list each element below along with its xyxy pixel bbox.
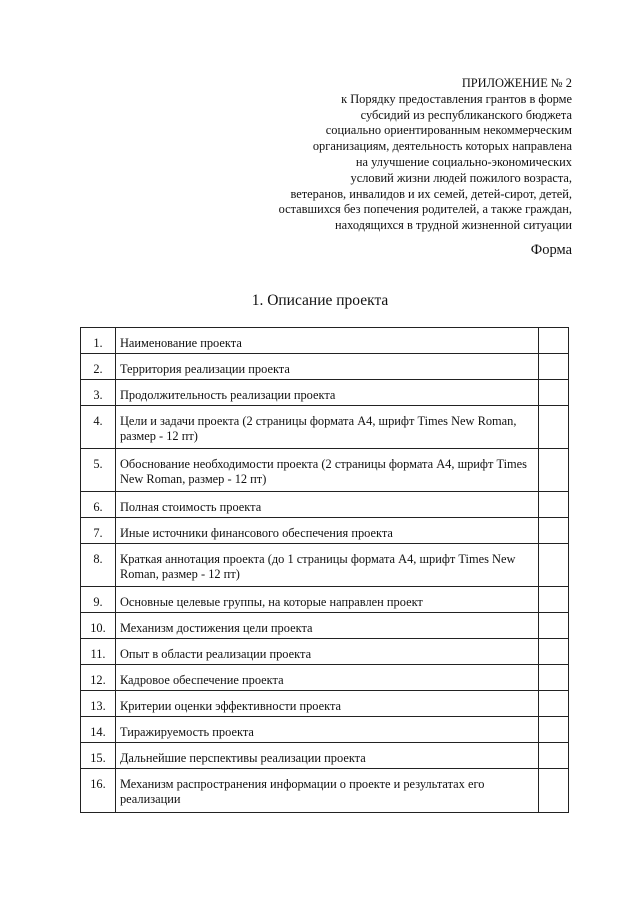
row-label: Наименование проекта bbox=[119, 336, 242, 350]
row-value-cell[interactable] bbox=[539, 406, 569, 449]
appendix-line: организациям, деятельность которых направлена bbox=[312, 139, 572, 154]
table-row bbox=[81, 743, 569, 769]
row-label: Продолжительность реализации проекта bbox=[119, 388, 336, 402]
row-label: Иные источники финансового обеспечения проекта bbox=[119, 526, 393, 540]
table-row bbox=[81, 449, 569, 492]
row-number: 7. bbox=[93, 526, 103, 540]
table-body bbox=[81, 328, 569, 813]
row-number: 6. bbox=[93, 500, 103, 514]
row-number: 12. bbox=[90, 673, 106, 687]
row-label-cell bbox=[115, 769, 538, 813]
row-value-cell[interactable] bbox=[539, 691, 569, 717]
row-label-cell bbox=[115, 743, 538, 769]
appendix-line: социально ориентированным некоммерческим bbox=[325, 123, 572, 138]
appendix-line: субсидий из республиканского бюджета bbox=[360, 107, 572, 122]
table-row bbox=[81, 328, 569, 354]
table-row bbox=[81, 544, 569, 587]
row-number-cell bbox=[81, 492, 116, 518]
row-label-cell bbox=[115, 665, 538, 691]
table-row bbox=[81, 691, 569, 717]
row-number: 13. bbox=[90, 699, 106, 713]
row-value-cell[interactable] bbox=[539, 449, 569, 492]
row-label: Механизм достижения цели проекта bbox=[119, 621, 313, 635]
row-label: Цели и задачи проекта (2 страницы формата А4, шрифт Times New Roman, размер - 12 пт) bbox=[119, 414, 517, 443]
row-number-cell bbox=[81, 328, 116, 354]
row-number-cell bbox=[81, 639, 116, 665]
row-value-cell[interactable] bbox=[539, 544, 569, 587]
row-number: 8. bbox=[93, 552, 103, 566]
row-number-cell bbox=[81, 354, 116, 380]
row-label-cell bbox=[115, 380, 538, 406]
row-value-cell[interactable] bbox=[539, 769, 569, 813]
row-label-cell bbox=[115, 544, 538, 587]
row-number: 10. bbox=[90, 621, 106, 635]
row-label: Основные целевые группы, на которые направлен проект bbox=[119, 595, 423, 609]
appendix-header bbox=[212, 76, 572, 234]
table-row bbox=[81, 518, 569, 544]
table-row bbox=[81, 639, 569, 665]
table-row bbox=[81, 406, 569, 449]
row-value-cell[interactable] bbox=[539, 328, 569, 354]
row-label-cell bbox=[115, 613, 538, 639]
project-description-table bbox=[80, 327, 569, 813]
row-label-cell bbox=[115, 492, 538, 518]
appendix-line: находящихся в трудной жизненной ситуации bbox=[334, 218, 572, 233]
row-label: Дальнейшие перспективы реализации проекта bbox=[119, 751, 366, 765]
row-number-cell bbox=[81, 691, 116, 717]
table-row bbox=[81, 665, 569, 691]
appendix-line: ПРИЛОЖЕНИЕ № 2 bbox=[461, 76, 572, 90]
table-row bbox=[81, 492, 569, 518]
row-number-cell bbox=[81, 743, 116, 769]
row-label: Механизм распространения информации о проекте и результатах его реализации bbox=[119, 777, 485, 806]
row-number-cell bbox=[81, 380, 116, 406]
row-number-cell bbox=[81, 544, 116, 587]
appendix-line: условий жизни людей пожилого возраста, bbox=[350, 170, 572, 185]
row-value-cell[interactable] bbox=[539, 354, 569, 380]
row-value-cell[interactable] bbox=[539, 665, 569, 691]
row-number-cell bbox=[81, 406, 116, 449]
row-value-cell[interactable] bbox=[539, 717, 569, 743]
row-label: Опыт в области реализации проекта bbox=[119, 647, 312, 661]
row-label: Обоснование необходимости проекта (2 страницы формата А4, шрифт Times New Roman, размер - 12 пт) bbox=[119, 457, 528, 486]
form-label: Форма bbox=[530, 242, 572, 258]
table-row bbox=[81, 354, 569, 380]
row-value-cell[interactable] bbox=[539, 380, 569, 406]
row-label-cell bbox=[115, 691, 538, 717]
row-number: 4. bbox=[93, 414, 103, 428]
appendix-line: к Порядку предоставления грантов в форме bbox=[341, 91, 572, 106]
row-number: 1. bbox=[93, 336, 103, 350]
row-number: 5. bbox=[93, 457, 103, 471]
row-number-cell bbox=[81, 449, 116, 492]
row-number-cell bbox=[81, 665, 116, 691]
row-label-cell bbox=[115, 328, 538, 354]
table-row bbox=[81, 769, 569, 813]
row-number: 3. bbox=[93, 388, 103, 402]
row-value-cell[interactable] bbox=[539, 639, 569, 665]
row-number-cell bbox=[81, 587, 116, 613]
row-value-cell[interactable] bbox=[539, 518, 569, 544]
appendix-line: оставшихся без попечения родителей, а также граждан, bbox=[278, 202, 572, 217]
row-number: 16. bbox=[90, 777, 106, 791]
table-row bbox=[81, 587, 569, 613]
row-number: 11. bbox=[90, 647, 106, 661]
row-label-cell bbox=[115, 354, 538, 380]
row-label-cell bbox=[115, 518, 538, 544]
row-value-cell[interactable] bbox=[539, 613, 569, 639]
row-number-cell bbox=[81, 518, 116, 544]
row-label: Полная стоимость проекта bbox=[119, 500, 262, 514]
row-number: 14. bbox=[90, 725, 106, 739]
row-label-cell bbox=[115, 717, 538, 743]
row-label: Кадровое обеспечение проекта bbox=[119, 673, 284, 687]
row-number: 2. bbox=[93, 362, 103, 376]
row-number-cell bbox=[81, 717, 116, 743]
row-label: Тиражируемость проекта bbox=[119, 725, 254, 739]
row-value-cell[interactable] bbox=[539, 743, 569, 769]
row-label-cell bbox=[115, 406, 538, 449]
appendix-line: на улучшение социально-экономических bbox=[355, 154, 572, 169]
table-row bbox=[81, 613, 569, 639]
table-row bbox=[81, 380, 569, 406]
row-number: 15. bbox=[90, 751, 106, 765]
row-value-cell[interactable] bbox=[539, 587, 569, 613]
section-title: 1. Описание проекта bbox=[251, 292, 389, 309]
row-number-cell bbox=[81, 769, 116, 813]
row-value-cell[interactable] bbox=[539, 492, 569, 518]
row-label-cell bbox=[115, 449, 538, 492]
row-label: Краткая аннотация проекта (до 1 страницы формата А4, шрифт Times New Roman, размер - 12 пт) bbox=[119, 552, 516, 581]
row-label-cell bbox=[115, 587, 538, 613]
row-number-cell bbox=[81, 613, 116, 639]
row-label-cell bbox=[115, 639, 538, 665]
table-row bbox=[81, 717, 569, 743]
row-label: Критерии оценки эффективности проекта bbox=[119, 699, 342, 713]
row-label: Территория реализации проекта bbox=[119, 362, 290, 376]
appendix-line: ветеранов, инвалидов и их семей, детей-сирот, детей, bbox=[290, 186, 572, 201]
row-number: 9. bbox=[93, 595, 103, 609]
